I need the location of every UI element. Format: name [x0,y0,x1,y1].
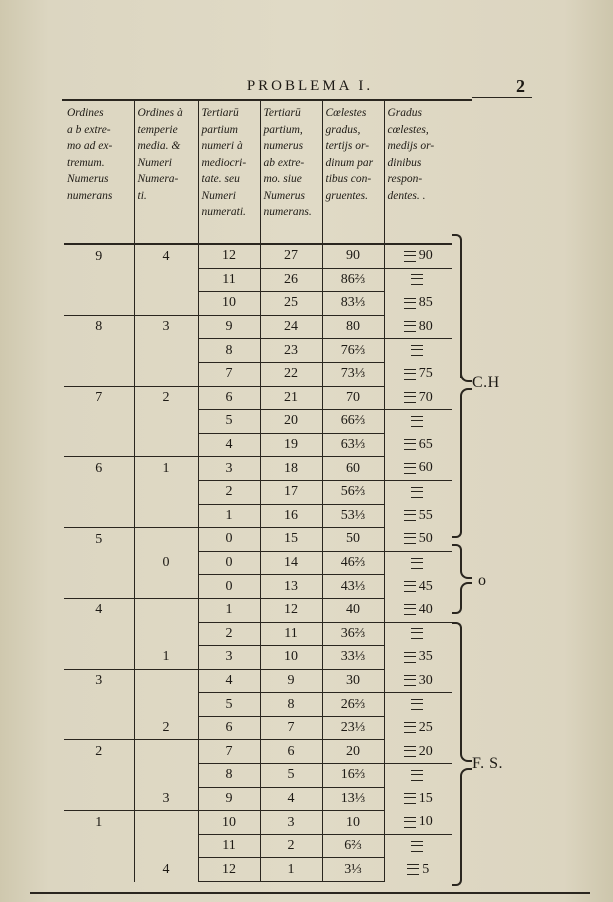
degree-marker-cell [384,693,452,717]
table-cell: 2 [95,744,103,760]
table-row [64,528,452,552]
table-cell: 1 [134,457,198,481]
degree-marker-cell [384,575,452,599]
table-row [64,480,452,504]
table-cell [64,858,134,882]
degree-value: 10 [418,814,433,830]
degree-marker-cell [384,410,452,434]
header-line: partium, [263,123,303,136]
degree-value: 15 [418,790,433,806]
table-cell [64,622,134,646]
table-row [64,457,452,481]
header-line: numerati. [201,206,246,218]
table-cell: 5 [198,693,260,717]
table-cell: 56⅔ [322,480,384,504]
scale-tick-marks [404,793,416,804]
table-cell: 1 [198,504,260,528]
column-header [64,101,134,244]
header-line: partium [201,123,238,136]
table-cell [64,480,134,504]
table-cell: 7 [260,716,322,740]
header-line: ab extre- [263,156,305,169]
scale-tick-marks [411,274,423,285]
table-cell: 11 [260,622,322,646]
table-cell [64,292,134,316]
table-cell: 3 [95,673,103,689]
header-line: Numeri [137,156,172,169]
degree-marker-cell [384,386,452,410]
degree-marker-cell [384,622,452,646]
degree-marker-cell [384,716,452,740]
header-line: media. & [137,140,181,152]
table-row [64,764,452,788]
degree-value: 35 [418,649,433,665]
table-cell: 6 [198,716,260,740]
table-cell: 23⅓ [322,716,384,740]
table-cell: 6 [95,460,103,476]
scale-tick-marks [404,392,416,403]
running-head: PROBLEMA I. [246,78,374,94]
table-row [64,669,452,693]
table-cell: 10 [260,646,322,670]
table-cell: 25 [260,292,322,316]
table-cell [134,811,198,835]
table-cell [64,716,134,740]
table-cell: 33⅓ [322,646,384,670]
table-cell: 9 [260,669,322,693]
scale-tick-marks [411,416,423,427]
table-cell: 3 [134,787,198,811]
header-line: gruentes. [325,189,368,202]
degree-value: 40 [418,601,433,617]
degree-value: 55 [418,507,433,523]
table-cell: 8 [260,693,322,717]
table-cell [134,834,198,858]
table-cell [64,339,134,363]
scale-tick-marks [404,251,416,262]
column-header [384,101,452,244]
table-cell: 24 [260,315,322,339]
scale-tick-marks [411,699,423,710]
scale-tick-marks [411,628,423,639]
header-line: numerus [263,140,304,152]
table-cell [134,598,198,622]
header-line: Tertiarū [263,107,301,119]
table-cell: 1 [95,814,103,830]
header-line: tibus con- [325,173,372,185]
table-cell: 70 [322,386,384,410]
table-cell [134,575,198,599]
table-cell: 18 [260,457,322,481]
scale-tick-marks [411,841,423,852]
table-cell: 36⅔ [322,622,384,646]
table-cell [64,787,134,811]
table-cell: 27 [260,244,322,268]
table-row [64,551,452,575]
table-cell: 20 [322,740,384,764]
scale-tick-marks [404,652,416,663]
table-cell [64,410,134,434]
table-cell: 1 [198,598,260,622]
table-cell: 9 [198,315,260,339]
table-cell: 12 [198,244,260,268]
page-number: 2 [516,76,525,96]
table-cell: 63⅓ [322,433,384,457]
header-line: tate. seu [201,173,240,185]
table-row [64,622,452,646]
table-row [64,433,452,457]
table-row [64,386,452,410]
brace-label-ch: C.H [472,374,500,391]
table-row [64,504,452,528]
table-cell: 11 [198,268,260,292]
table-cell: 4 [260,787,322,811]
scale-tick-marks [404,581,416,592]
table-cell [64,268,134,292]
table-cell: 6 [260,740,322,764]
column-header [260,101,322,244]
degree-marker-cell [384,646,452,670]
table-cell: 3 [198,457,260,481]
header-line: Numerus [263,189,306,202]
table-cell: 76⅔ [322,339,384,363]
scale-tick-marks [404,463,416,474]
table-cell [134,669,198,693]
table-cell: 10 [322,811,384,835]
table-row [64,244,452,268]
bottom-rule [30,892,590,894]
degree-marker-cell [384,433,452,457]
degree-value: 25 [418,720,433,736]
table-cell: 8 [95,319,103,335]
table-cell: 53⅓ [322,504,384,528]
degree-marker-cell [384,339,452,363]
table-row [64,598,452,622]
header-line: respon- [387,173,423,185]
table-row [64,693,452,717]
table-cell: 6 [198,386,260,410]
table-cell: 20 [260,410,322,434]
degree-value: 70 [418,389,433,405]
header-line: cœlestes, [387,123,429,136]
degree-marker-cell [384,268,452,292]
table-cell: 0 [198,551,260,575]
table-cell: 26⅔ [322,693,384,717]
table-cell [134,504,198,528]
table-cell [134,740,198,764]
degree-marker-cell [384,787,452,811]
degree-value: 30 [418,672,433,688]
table-cell: 2 [260,834,322,858]
table-row [64,575,452,599]
table-cell: 4 [198,669,260,693]
degree-marker-cell [384,551,452,575]
table-cell [64,693,134,717]
scale-tick-marks [404,533,416,544]
degree-marker-cell [384,764,452,788]
scale-tick-marks [407,864,419,875]
scale-tick-marks [404,321,416,332]
header-line: a b extre- [67,123,111,136]
header-line: mo. siue [263,173,302,185]
table-cell: 90 [322,244,384,268]
table-cell [134,339,198,363]
table-cell: 4 [198,433,260,457]
degree-value: 90 [418,248,433,264]
degree-marker-cell [384,504,452,528]
table-cell: 9 [95,248,103,264]
table-cell [134,622,198,646]
header-line: gradus, [325,123,361,136]
table-cell: 6⅔ [322,834,384,858]
degree-value: 65 [418,437,433,453]
header-line: Tertiarū [201,107,239,119]
table-row [64,362,452,386]
degree-marker-cell [384,740,452,764]
header-line: Numeri [201,189,236,202]
scale-tick-marks [404,817,416,828]
table-cell: 2 [198,622,260,646]
header-line: mo ad ex- [67,140,113,152]
table-row [64,858,452,882]
scale-tick-marks [404,510,416,521]
degree-marker-cell [384,480,452,504]
table-cell: 73⅓ [322,362,384,386]
table-cell: 0 [198,575,260,599]
table-cell: 23 [260,339,322,363]
table-cell: 86⅔ [322,268,384,292]
table-row [64,716,452,740]
table-cell [64,362,134,386]
degree-marker-cell [384,811,452,835]
scale-tick-marks [404,604,416,615]
degree-value: 60 [418,460,433,476]
table-cell: 4 [134,858,198,882]
degree-marker-cell [384,244,452,268]
table-cell: 46⅔ [322,551,384,575]
degree-value: 85 [418,295,433,311]
brace-label-o: o [478,572,487,589]
degree-marker-cell [384,292,452,316]
scale-tick-marks [411,770,423,781]
table-row [64,787,452,811]
scale-tick-marks [404,369,416,380]
table-cell: 13 [260,575,322,599]
table-cell: 3 [198,646,260,670]
table-cell: 5 [95,531,103,547]
degree-value: 45 [418,578,433,594]
degree-value: 80 [418,318,433,334]
table-cell [134,292,198,316]
column-header [322,101,384,244]
table-row [64,646,452,670]
scale-tick-marks [411,345,423,356]
table-row [64,410,452,434]
table-cell: 3⅓ [322,858,384,882]
table-row [64,339,452,363]
header-line: tertijs or- [325,140,370,152]
scale-tick-marks [411,487,423,498]
table-cell [134,362,198,386]
brace-label-fs: F. S. [472,755,504,772]
table-cell: 4 [95,602,103,618]
table-cell: 7 [198,740,260,764]
degree-value: 5 [422,861,430,877]
table-cell: 2 [134,716,198,740]
degree-marker-cell [384,834,452,858]
table-cell: 22 [260,362,322,386]
table-cell: 1 [134,646,198,670]
scale-tick-marks [404,722,416,733]
degree-marker-cell [384,858,452,882]
table-cell: 80 [322,315,384,339]
scale-tick-marks [404,675,416,686]
table-cell: 2 [198,480,260,504]
table-cell [64,764,134,788]
table-cell: 10 [198,811,260,835]
table-cell: 7 [95,390,103,406]
header-line: dentes. . [387,189,426,202]
header-rule-right [472,97,532,98]
degree-marker-cell [384,457,452,481]
header-line: Numera- [137,173,179,185]
table-header-row [64,101,452,244]
table-row [64,292,452,316]
table-cell: 66⅔ [322,410,384,434]
table-cell: 10 [198,292,260,316]
table-cell: 19 [260,433,322,457]
table-cell [64,834,134,858]
table-cell: 14 [260,551,322,575]
table-cell: 17 [260,480,322,504]
header-line: ti. [137,189,147,202]
degree-marker-cell [384,528,452,552]
table-cell: 12 [198,858,260,882]
table-cell: 16⅔ [322,764,384,788]
header-line: dinibus [387,156,422,169]
table-cell: 50 [322,528,384,552]
table-row [64,811,452,835]
table-cell: 16 [260,504,322,528]
column-header [134,101,198,244]
header-line: tremum. [67,156,105,169]
scale-tick-marks [404,439,416,450]
table-cell: 83⅓ [322,292,384,316]
table-cell: 13⅓ [322,787,384,811]
header-line: Ordines à [137,107,183,119]
table-cell [64,433,134,457]
table-cell: 4 [134,244,198,268]
table-cell: 2 [134,386,198,410]
table-cell [134,268,198,292]
header-line: numerans. [263,206,312,218]
table-cell [134,433,198,457]
table-cell: 3 [134,315,198,339]
scale-tick-marks [411,558,423,569]
table-cell: 0 [198,528,260,552]
table-cell: 21 [260,386,322,410]
scale-tick-marks [404,298,416,309]
table-cell [64,551,134,575]
table-cell: 26 [260,268,322,292]
degree-value: 50 [418,531,433,547]
table-row [64,834,452,858]
table-cell [134,693,198,717]
table-cell: 15 [260,528,322,552]
degree-marker-cell [384,315,452,339]
degree-value: 75 [418,366,433,382]
header-line: numeri à [201,140,243,152]
table-cell: 8 [198,339,260,363]
table-cell: 30 [322,669,384,693]
table-cell: 40 [322,598,384,622]
table-cell [64,504,134,528]
table-cell: 43⅓ [322,575,384,599]
table-cell [134,528,198,552]
table-body [64,244,452,882]
table-cell: 1 [260,858,322,882]
header-line: medijs or- [387,140,435,152]
table-cell [64,575,134,599]
table-cell: 9 [198,787,260,811]
degree-marker-cell [384,362,452,386]
table-cell: 0 [134,551,198,575]
degree-value: 20 [418,743,433,759]
table-cell: 11 [198,834,260,858]
table-cell [134,410,198,434]
header-line: temperie [137,123,178,136]
degree-marker-cell [384,598,452,622]
table-cell: 3 [260,811,322,835]
degree-marker-cell [384,669,452,693]
column-header [198,101,260,244]
header-line: dinum par [325,156,374,169]
table-row [64,740,452,764]
header-line: mediocri- [201,156,247,169]
header-line: Gradus [387,107,423,119]
table-cell [134,480,198,504]
table-cell: 8 [198,764,260,788]
table-cell: 60 [322,457,384,481]
scale-tick-marks [404,746,416,757]
table-cell [64,646,134,670]
degree-table [64,101,452,882]
table-row [64,315,452,339]
table-cell: 5 [198,410,260,434]
table-cell: 7 [198,362,260,386]
header-line: Cœlestes [325,107,367,119]
header-line: numerans [67,189,113,202]
table-row [64,268,452,292]
header-line: Numerus [67,173,109,185]
table-cell: 5 [260,764,322,788]
header-line: Ordines [67,107,104,119]
table-cell: 12 [260,598,322,622]
table-cell [134,764,198,788]
